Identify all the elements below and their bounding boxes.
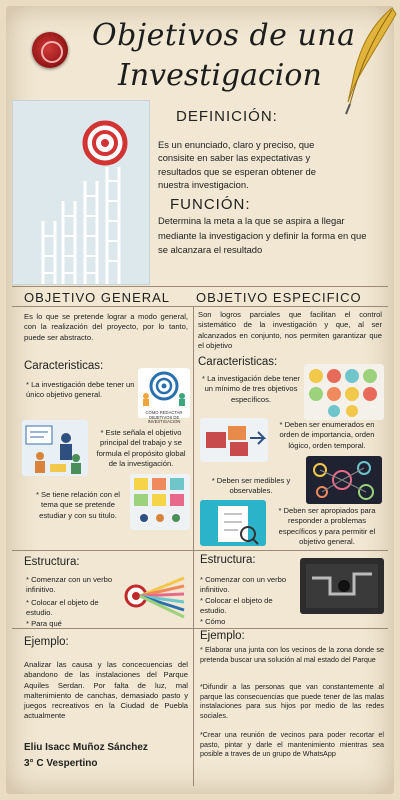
specific-char-4: * Deben ser apropiados para responder a problemas específicos y para permitir el objetivo general. bbox=[278, 506, 376, 546]
specific-char-3: * Deben ser medibles y observables. bbox=[211, 476, 291, 496]
puzzle-arrows-illustration bbox=[200, 418, 268, 462]
example-divider bbox=[12, 628, 388, 629]
specific-characteristics-heading: Caracteristicas: bbox=[198, 356, 278, 368]
specific-example-2: *Difundir a las personas que van constantemente al parque las consecuencias que puede tener de las malas instalaciones para sus hijos por medio de las redes sociales. bbox=[200, 682, 384, 721]
structure-divider bbox=[12, 550, 388, 551]
general-char-2: * Este señala el objetivo principal del trabajo y se formula el propósito global de la investigación. bbox=[96, 428, 186, 468]
general-example-heading: Ejemplo: bbox=[24, 636, 69, 648]
general-structure-heading: Estructura: bbox=[24, 556, 80, 568]
ladder-target-illustration bbox=[12, 100, 150, 285]
maze-ball-illustration bbox=[300, 558, 384, 614]
specific-example-heading: Ejemplo: bbox=[200, 630, 245, 642]
function-text: Determina la meta a la que se aspira a llegar mediante la investigacion y definir la forma en que se alcanzara el resultado bbox=[158, 215, 367, 256]
specific-structure-1: * Comenzar con un verbo infinitivo. bbox=[200, 575, 287, 595]
general-heading: OBJETIVO GENERAL bbox=[24, 290, 171, 305]
general-structure-2: * Colocar el objeto de estudio. bbox=[26, 598, 99, 618]
arrows-target-illustration bbox=[124, 570, 190, 620]
definition-text: Es un enunciado, claro y preciso, que consisite en saber las expectativas y resultados que se esperan obtener de nuestra investigacion. bbox=[158, 139, 316, 191]
page-title-line2: Investigacion bbox=[118, 58, 322, 93]
column-divider bbox=[193, 306, 194, 786]
general-char-3: * Se tiene relación con el tema que se pretende estudiar y con su titulo. bbox=[35, 490, 120, 520]
general-structure-1: * Comenzar con un verbo infinitivo. bbox=[26, 575, 113, 595]
specific-example-3: *Crear una reunión de vecinos para poder recortar el pasto, pintar y darle el mantenimiento mientras sea posible a traves de un grupo de WhatsApp bbox=[200, 730, 384, 759]
general-example-text: Analizar las causa y las concecuencias del abandono de las instalaciones del Parque Aquiles Serdan. Por falta de luz, mal maltenimiento de canchas, demasiado pasto y juegos recreativos en la Ciudad de Puebla actualmente bbox=[24, 660, 188, 721]
general-intro: Es lo que se pretende lograr a modo general, con la realización del proyecto, por lo tanto, puede ser abstracto. bbox=[24, 312, 188, 342]
target-people-illustration bbox=[138, 368, 190, 425]
general-char-1: * La investigación debe tener un único objetivo general. bbox=[26, 380, 135, 400]
wax-seal-icon bbox=[32, 32, 68, 68]
specific-heading: OBJETIVO ESPECIFICO bbox=[196, 290, 362, 305]
function-heading: FUNCIÓN: bbox=[170, 196, 251, 213]
general-structure-3: * Para qué bbox=[26, 619, 62, 628]
top-divider bbox=[12, 286, 388, 287]
sticky-notes-illustration bbox=[130, 474, 190, 530]
specific-char-2: * Deben ser enumerados en orden de importancia, orden lógico, orden temporal. bbox=[279, 420, 375, 450]
emotion-icons-illustration bbox=[304, 364, 384, 420]
page-title-line1: Objetivos de una bbox=[92, 18, 356, 53]
specific-structure-heading: Estructura: bbox=[200, 554, 256, 566]
colored-nodes-illustration bbox=[306, 456, 382, 504]
specific-char-1: * La investigación debe tener un mínimo de tres objetivos específicos. bbox=[202, 374, 300, 404]
team-meeting-illustration bbox=[22, 420, 88, 476]
image-caption: COMO REDACTAR OBJETIVOS DE INVESTIGACION bbox=[145, 410, 183, 425]
specific-structure-2: * Colocar el objeto de estudio. bbox=[200, 596, 273, 616]
general-characteristics-heading: Caracteristicas: bbox=[24, 360, 104, 372]
specific-example-1: * Elaborar una junta con los vecinos de la zona donde se pretenda buscar una solución al mal estado del Parque bbox=[200, 645, 384, 664]
header-divider bbox=[12, 306, 388, 307]
author-name: Eliu Isacc Muñoz Sánchez bbox=[24, 742, 148, 753]
specific-intro: Son logros parciales que facilitan el control sistemático de la investigación y que, al ser alcanzados en conjunto, nos permiten garantizar que el objetivo bbox=[198, 310, 382, 350]
definition-heading: DEFINICIÓN: bbox=[176, 108, 278, 125]
author-group: 3° C Vespertino bbox=[24, 758, 98, 769]
checklist-document-illustration bbox=[200, 500, 266, 546]
specific-structure-3: * Cómo bbox=[200, 617, 226, 626]
